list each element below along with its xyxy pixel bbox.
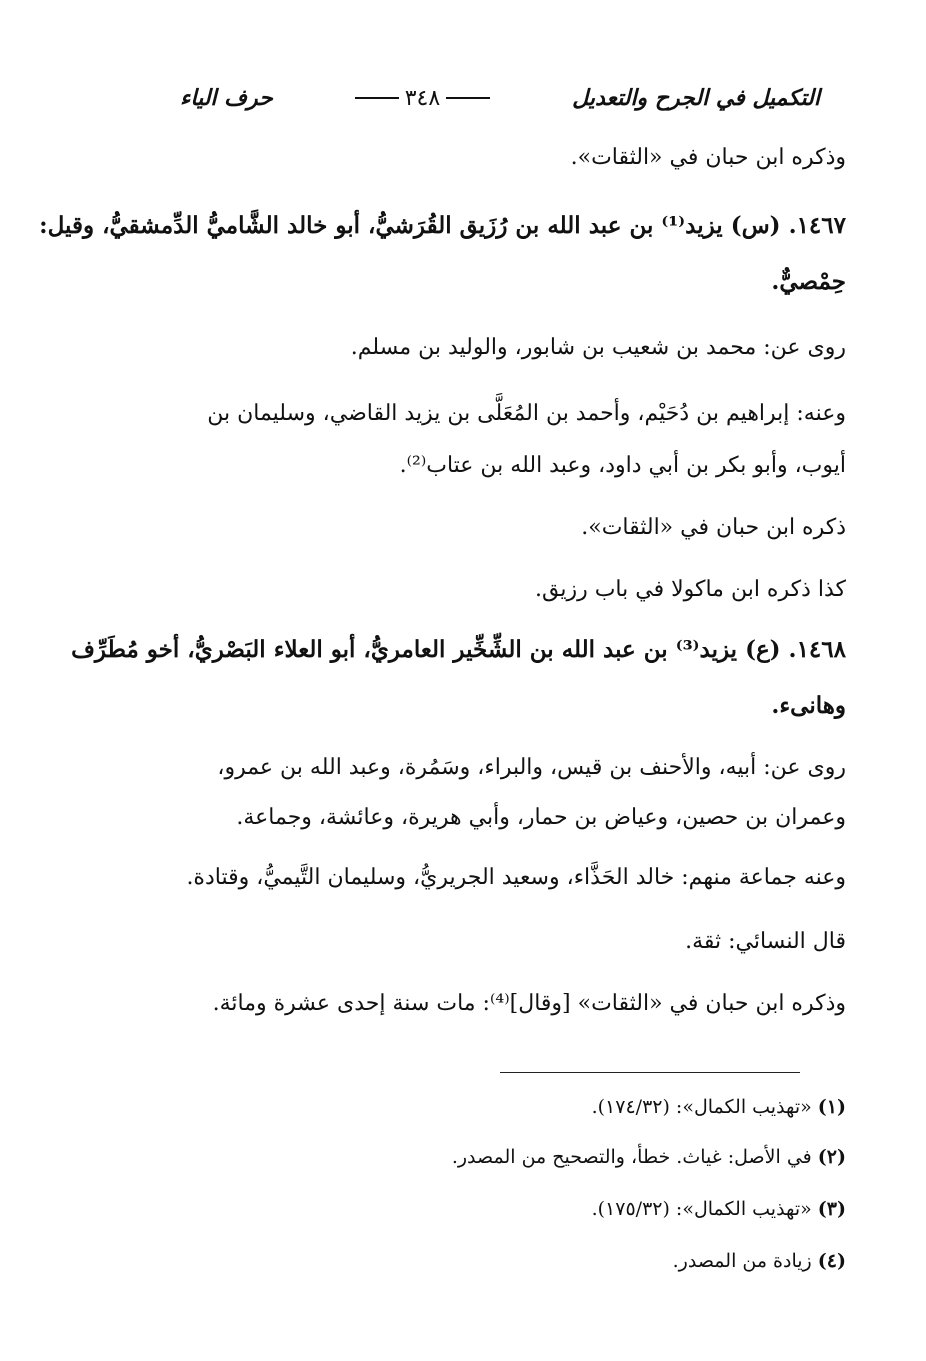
text-line: قال النسائي: ثقة. — [685, 929, 846, 954]
footnote-separator — [500, 1072, 800, 1073]
text-line: وذكره ابن حبان في «الثقات» [وقال]⁽⁴⁾: مات سنة إحدى عشرة ومائة. — [212, 991, 846, 1016]
footnote-3 — [592, 1192, 846, 1226]
footnote-number: (٢) — [817, 1146, 846, 1168]
section-title: حرف الياء — [180, 85, 273, 111]
text-line: ذكره ابن حبان في «الثقات». — [581, 515, 846, 540]
footnote-2 — [452, 1140, 846, 1174]
page-number-group — [349, 86, 496, 111]
page-header — [180, 78, 820, 118]
footnote-number: (٤) — [817, 1250, 846, 1272]
book-title: التكميل في الجرح والتعديل — [572, 85, 820, 111]
footnote-1 — [592, 1090, 846, 1124]
entry-heading-1468-cont: وهانىء. — [771, 692, 846, 719]
footnote-text: «تهذيب الكمال»: (١٧٤/٣٢). — [591, 1096, 812, 1118]
footnote-number: (١) — [817, 1096, 846, 1118]
footnote-text: في الأصل: غياث. خطأ، والتصحيح من المصدر. — [451, 1146, 812, 1168]
entry-heading-1467-cont: حِمْصيٌّ. — [771, 268, 846, 295]
footnote-text: «تهذيب الكمال»: (١٧٥/٣٢). — [591, 1198, 812, 1220]
header-dash — [355, 97, 399, 99]
header-dash — [446, 97, 490, 99]
text-line: وعنه: إبراهيم بن دُحَيْم، وأحمد بن المُعَلَّى بن يزيد القاضي، وسليمان بن — [207, 401, 846, 426]
entry-heading-1468: ١٤٦٨. (ع) يزيد⁽³⁾ بن عبد الله بن الشِّخِّير العامريُّ، أبو العلاء البَصْريُّ، أخو مُطَرِّف — [71, 636, 846, 663]
text-line: وذكره ابن حبان في «الثقات». — [570, 145, 846, 170]
footnote-text: زيادة من المصدر. — [672, 1250, 812, 1272]
text-line: وعنه جماعة منهم: خالد الحَذَّاء، وسعيد الجريريُّ، وسليمان التَّيميُّ، وقتادة. — [186, 865, 846, 890]
footnote-4 — [673, 1244, 846, 1278]
entry-heading-1467: ١٤٦٧. (س) يزيد⁽¹⁾ بن عبد الله بن رُزَيق القُرَشيُّ، أبو خالد الشَّاميُّ الدِّمشقيُّ، وقيل: — [39, 212, 846, 239]
footnote-number: (٣) — [817, 1198, 846, 1220]
text-line: كذا ذكره ابن ماكولا في باب رزيق. — [535, 577, 846, 602]
text-line: أيوب، وأبو بكر بن أبي داود، وعبد الله بن عتاب⁽²⁾. — [399, 453, 846, 478]
text-line: وعمران بن حصين، وعياض بن حمار، وأبي هريرة، وعائشة، وجماعة. — [236, 805, 846, 830]
text-line: روى عن: محمد بن شعيب بن شابور، والوليد بن مسلم. — [350, 335, 846, 360]
text-line: روى عن: أبيه، والأحنف بن قيس، والبراء، وسَمُرة، وعبد الله بن عمرو، — [217, 755, 846, 780]
page-number: ٣٤٨ — [404, 85, 441, 111]
